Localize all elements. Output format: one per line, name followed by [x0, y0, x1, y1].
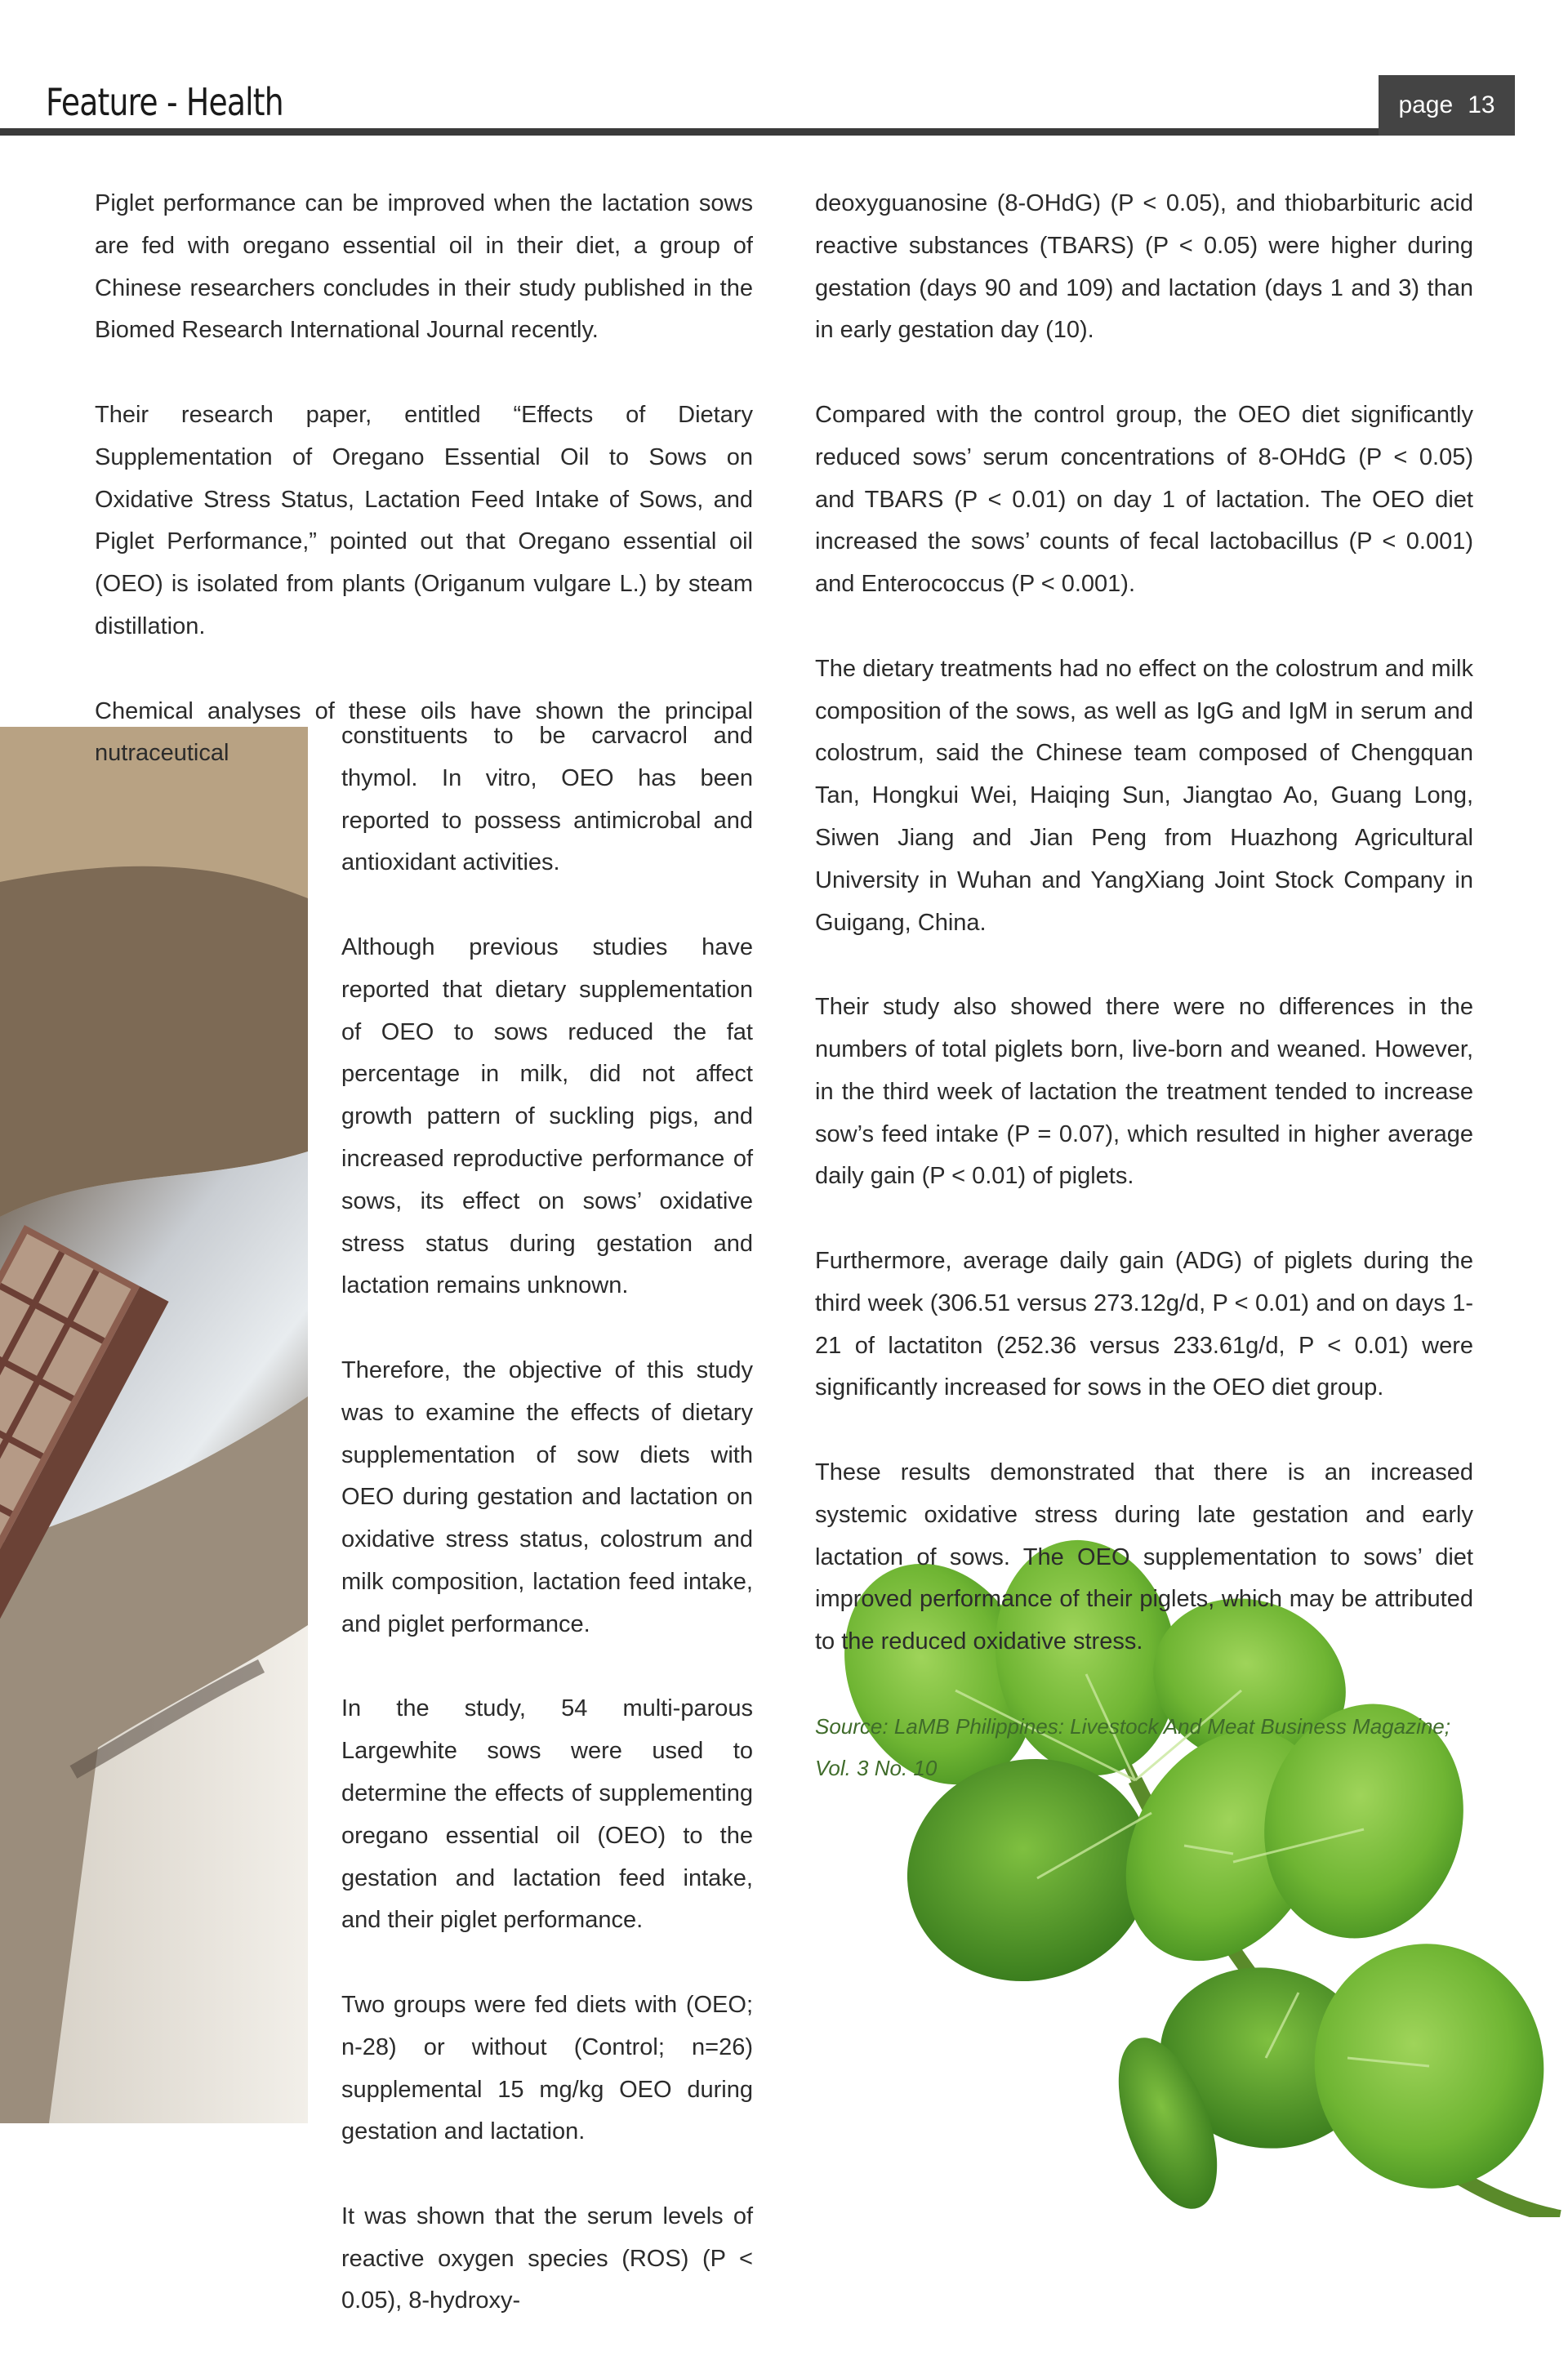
floor-brick-illustration — [0, 727, 308, 2123]
paragraph: Their study also showed there were no differences in the numbers of total piglets born, live-born and weaned. However, in the third week of lactation the treatment tended to increase sow’s feed intake (P = 0.07), which resulted in higher average daily gain (P < 0.01) of piglets. — [815, 994, 1473, 1190]
paragraph: Although previous studies have reported that dietary supplementation of OEO to sows reduced the fat percentage in milk, did not affect growth pattern of suckling pigs, and increased reproductive performance of sows, its effect on sows’ oxidative stress status during gestation and lactation remains unknown. — [341, 933, 753, 1299]
article-column-right — [815, 183, 1473, 1833]
article-column-middle — [341, 715, 753, 2365]
paragraph: Compared with the control group, the OEO diet significantly reduced sows’ serum concentrations of 8-OHdG (P < 0.05) and TBARS (P < 0.01) on day 1 of lactation. The OEO diet increased the sows’ counts of fecal lactobacillus (P < 0.001) and Enterococcus (P < 0.001). — [815, 401, 1473, 598]
page-badge — [1379, 75, 1515, 136]
paragraph: deoxyguanosine (8-OHdG) (P < 0.05), and thiobarbituric acid reactive substances (TBARS) (P < 0.05) were higher during gestation (days 90 and 109) and lactation (days 1 and 3) than in early gestation day (10). — [815, 190, 1473, 344]
paragraph: Chemical analyses of these oils have shown the principal nutraceutical — [95, 697, 753, 767]
page-number: 13 — [1468, 91, 1495, 118]
paragraph: These results demonstrated that there is an increased systemic oxidative stress during late gestation and early lactation of sows. The OEO supplementation to sows’ diet improved performance of their piglets, which may be attributed to the reduced oxidative stress. — [815, 1459, 1473, 1655]
header-rule — [0, 128, 1515, 136]
paragraph: It was shown that the serum levels of reactive oxygen species (ROS) (P < 0.05), 8-hydroxy- — [341, 2202, 753, 2314]
paragraph: Piglet performance can be improved when the lactation sows are fed with oregano essential oil in their diet, a group of Chinese researchers concludes in their study published in the Biomed Research International Journal recently. — [95, 190, 753, 344]
paragraph: The dietary treatments had no effect on the colostrum and milk composition of the sows, as well as IgG and IgM in serum and colostrum, said the Chinese team composed of Chengquan Tan, Hongkui Wei, Haiqing Sun, Jiangtao Ao, Guang Long, Siwen Jiang and Jian Peng from Huazhong Agricultural University in Wuhan and YangXiang Joint Stock Company in Guigang, China. — [815, 655, 1473, 936]
paragraph: Two groups were fed diets with (OEO; n-28) or without (Control; n=26) supplemental 15 mg/kg OEO during gestation and lactation. — [341, 1991, 753, 2145]
paragraph: Their research paper, entitled “Effects of Dietary Supplementation of Oregano Essential Oil to Sows on Oxidative Stress Status, Lactation Feed Intake of Sows, and Piglet Performance,” pointed out that Oregano essential oil (OEO) is isolated from plants (Origanum vulgare L.) by steam distillation. — [95, 401, 753, 639]
paragraph: Therefore, the objective of this study was to examine the effects of dietary supplementation of sow diets with OEO during gestation and lactation on oxidative stress status, colostrum and milk composition, lactation feed intake, and piglet performance. — [341, 1356, 753, 1637]
paragraph: constituents to be carvacrol and thymol. In vitro, OEO has been reported to possess antimicrobal and antioxidant activities. — [341, 723, 753, 876]
page-label: page — [1398, 91, 1454, 118]
paragraph: Furthermore, average daily gain (ADG) of piglets during the third week (306.51 versus 273.12g/d, P < 0.01) and on days 1-21 of lactatiton (252.36 versus 233.61g/d, P < 0.01) were significantly increased for sows in the OEO diet group. — [815, 1247, 1473, 1401]
page-title: Feature - Health — [46, 80, 283, 124]
paragraph: In the study, 54 multi-parous Largewhite sows were used to determine the effects of supplementing oregano essential oil (OEO) to the gestation and lactation feed intake, and their piglet performance. — [341, 1695, 753, 1934]
floor-brick-photo — [0, 727, 308, 2123]
source-citation: Source: LaMB Philippines: Livestock And Meat Business Magazine; Vol. 3 No. 10 — [815, 1713, 1450, 1781]
